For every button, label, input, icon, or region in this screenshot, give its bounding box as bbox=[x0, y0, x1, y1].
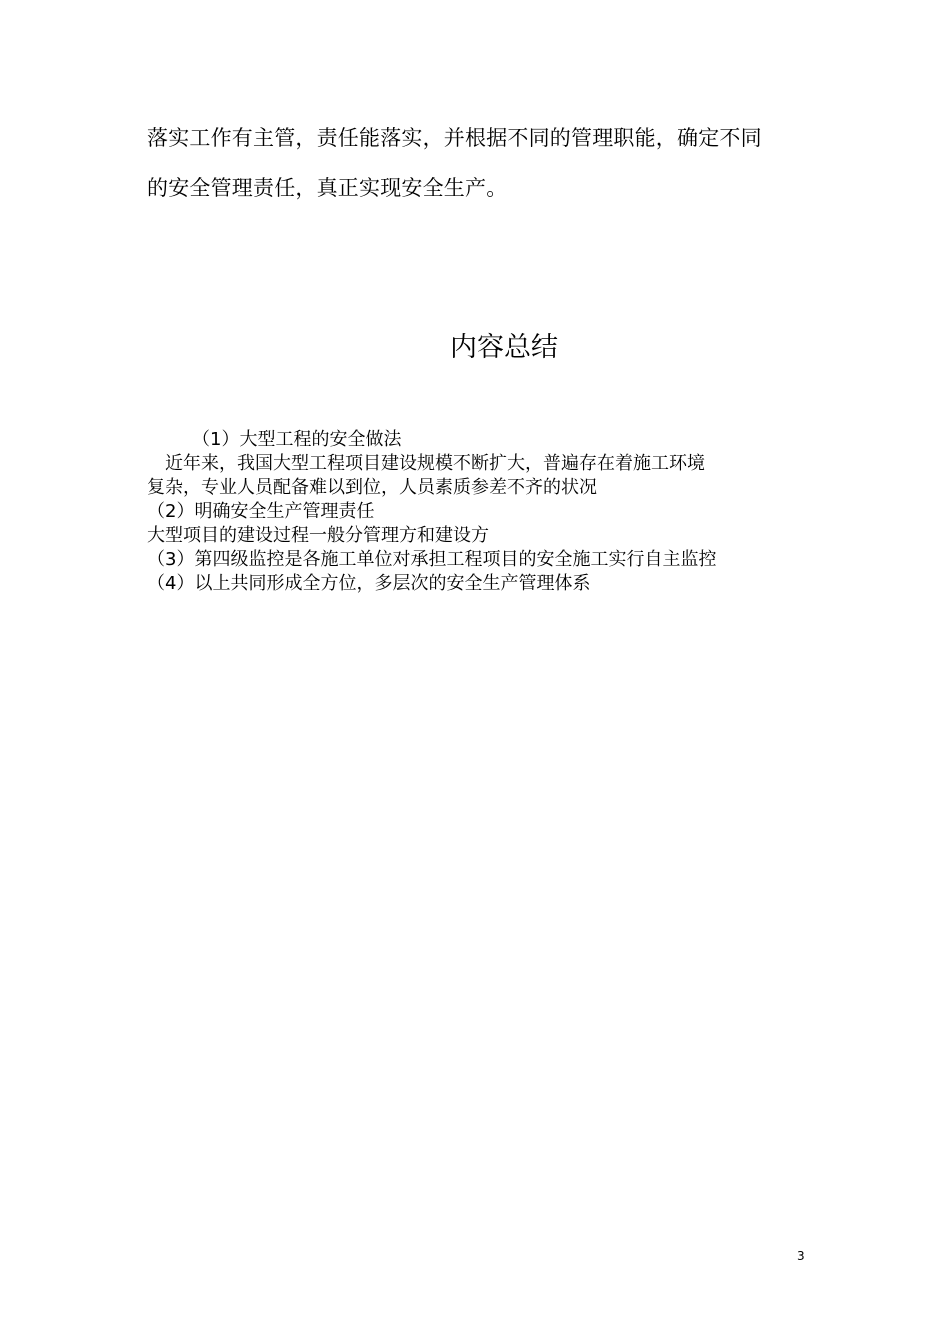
summary-line: （2）明确安全生产管理责任 bbox=[147, 501, 375, 522]
summary-line: 复杂，专业人员配备难以到位，人员素质参差不齐的状况 bbox=[147, 477, 597, 498]
summary-body bbox=[147, 428, 827, 596]
summary-line: （1）大型工程的安全做法 bbox=[192, 429, 402, 450]
summary-line: 近年来，我国大型工程项目建设规模不断扩大，普遍存在着施工环境 bbox=[165, 453, 705, 474]
summary-title: 内容总结 bbox=[450, 332, 558, 363]
intro-line: 的安全管理责任，真正实现安全生产。 bbox=[147, 176, 508, 200]
summary-line: 大型项目的建设过程一般分管理方和建设方 bbox=[147, 525, 489, 546]
summary-line: （3）第四级监控是各施工单位对承担工程项目的安全施工实行自主监控 bbox=[147, 549, 717, 570]
summary-line: （4）以上共同形成全方位，多层次的安全生产管理体系 bbox=[147, 573, 591, 594]
page-number: 3 bbox=[797, 1249, 805, 1263]
intro-line: 落实工作有主管，责任能落实，并根据不同的管理职能，确定不同 bbox=[147, 126, 762, 150]
